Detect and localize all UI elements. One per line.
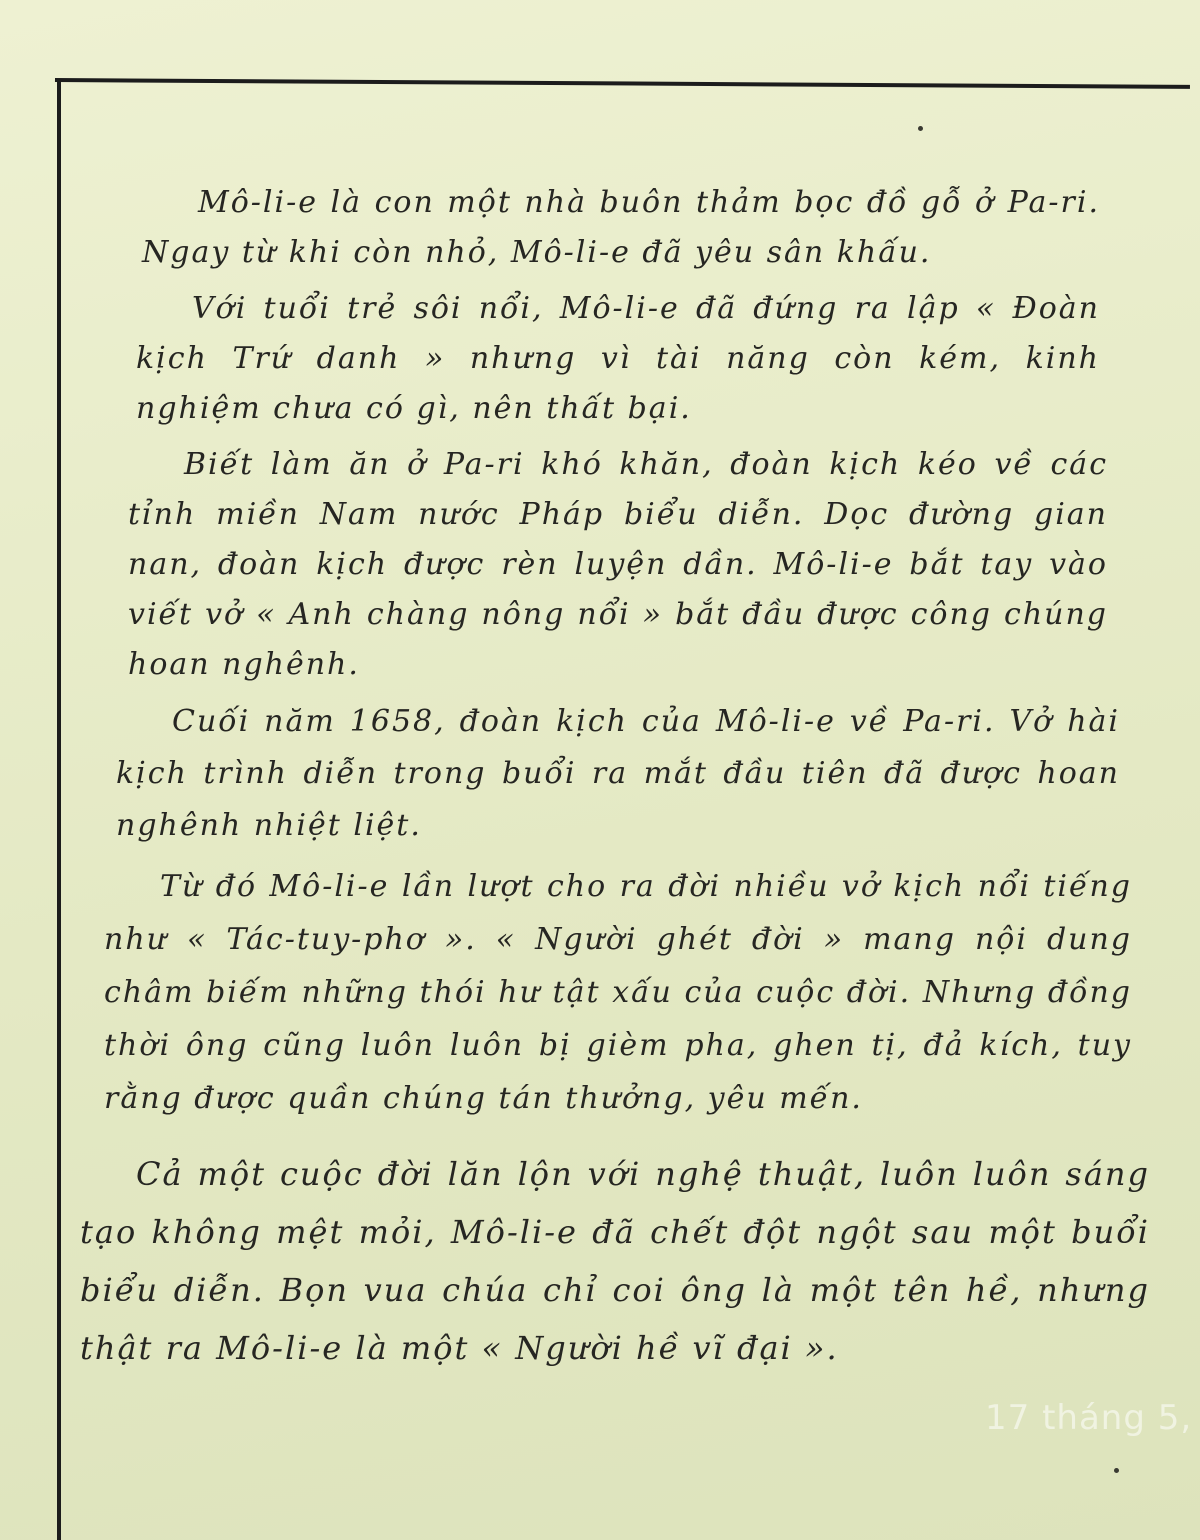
paragraph-2: [136, 284, 1100, 434]
speck: [918, 126, 923, 131]
paragraph-1-text: Mô-li-e là con một nhà buôn thảm bọc đồ gỗ ở Pa-ri. Ngay từ khi còn nhỏ, Mô-li-e đã yêu sân khấu.: [142, 185, 1100, 270]
paragraph-6: [80, 1145, 1150, 1377]
paragraph-5-text: Từ đó Mô-li-e lần lượt cho ra đời nhiều vở kịch nổi tiếng như « Tác-tuy-phơ ». « Người ghét đời » mang nội dung châm biếm những thói hư tật xấu của cuộc đời. Nhưng đồng thời ông cũng luôn luôn bị gièm pha, ghen tị, đả kích, tuy rằng được quần chúng tán thưởng, yêu mến.: [104, 869, 1132, 1116]
paragraph-1: [142, 178, 1100, 278]
paragraph-5: [104, 860, 1132, 1125]
frame-left-border: [57, 82, 61, 1540]
paragraph-4: [116, 696, 1120, 852]
paragraph-4-text: Cuối năm 1658, đoàn kịch của Mô-li-e về Pa-ri. Vở hài kịch trình diễn trong buổi ra mắt đầu tiên đã được hoan nghênh nhiệt liệt.: [116, 704, 1120, 843]
paragraph-3: [128, 440, 1108, 690]
paragraph-6-text: Cả một cuộc đời lăn lộn với nghệ thuật, luôn luôn sáng tạo không mệt mỏi, Mô-li-e đã chết đột ngột sau một buổi biểu diễn. Bọn vua chúa chỉ coi ông là một tên hề, nhưng thật ra Mô-li-e là một « Người hề vĩ đại ».: [80, 1155, 1150, 1367]
paragraph-2-text: Với tuổi trẻ sôi nổi, Mô-li-e đã đứng ra lập « Đoàn kịch Trứ danh » nhưng vì tài năng còn kém, kinh nghiệm chưa có gì, nên thất bại.: [136, 291, 1100, 426]
frame-top-border: [55, 78, 1190, 89]
speck: [1114, 1468, 1119, 1473]
body-text: [80, 178, 1160, 1377]
paragraph-3-text: Biết làm ăn ở Pa-ri khó khăn, đoàn kịch kéo về các tỉnh miền Nam nước Pháp biểu diễn. Dọc đường gian nan, đoàn kịch được rèn luyện dần. Mô-li-e bắt tay vào viết vở « Anh chàng nông nổi » bắt đầu được công chúng hoan nghênh.: [128, 447, 1108, 682]
date-watermark: 17 tháng 5,: [985, 1398, 1193, 1438]
